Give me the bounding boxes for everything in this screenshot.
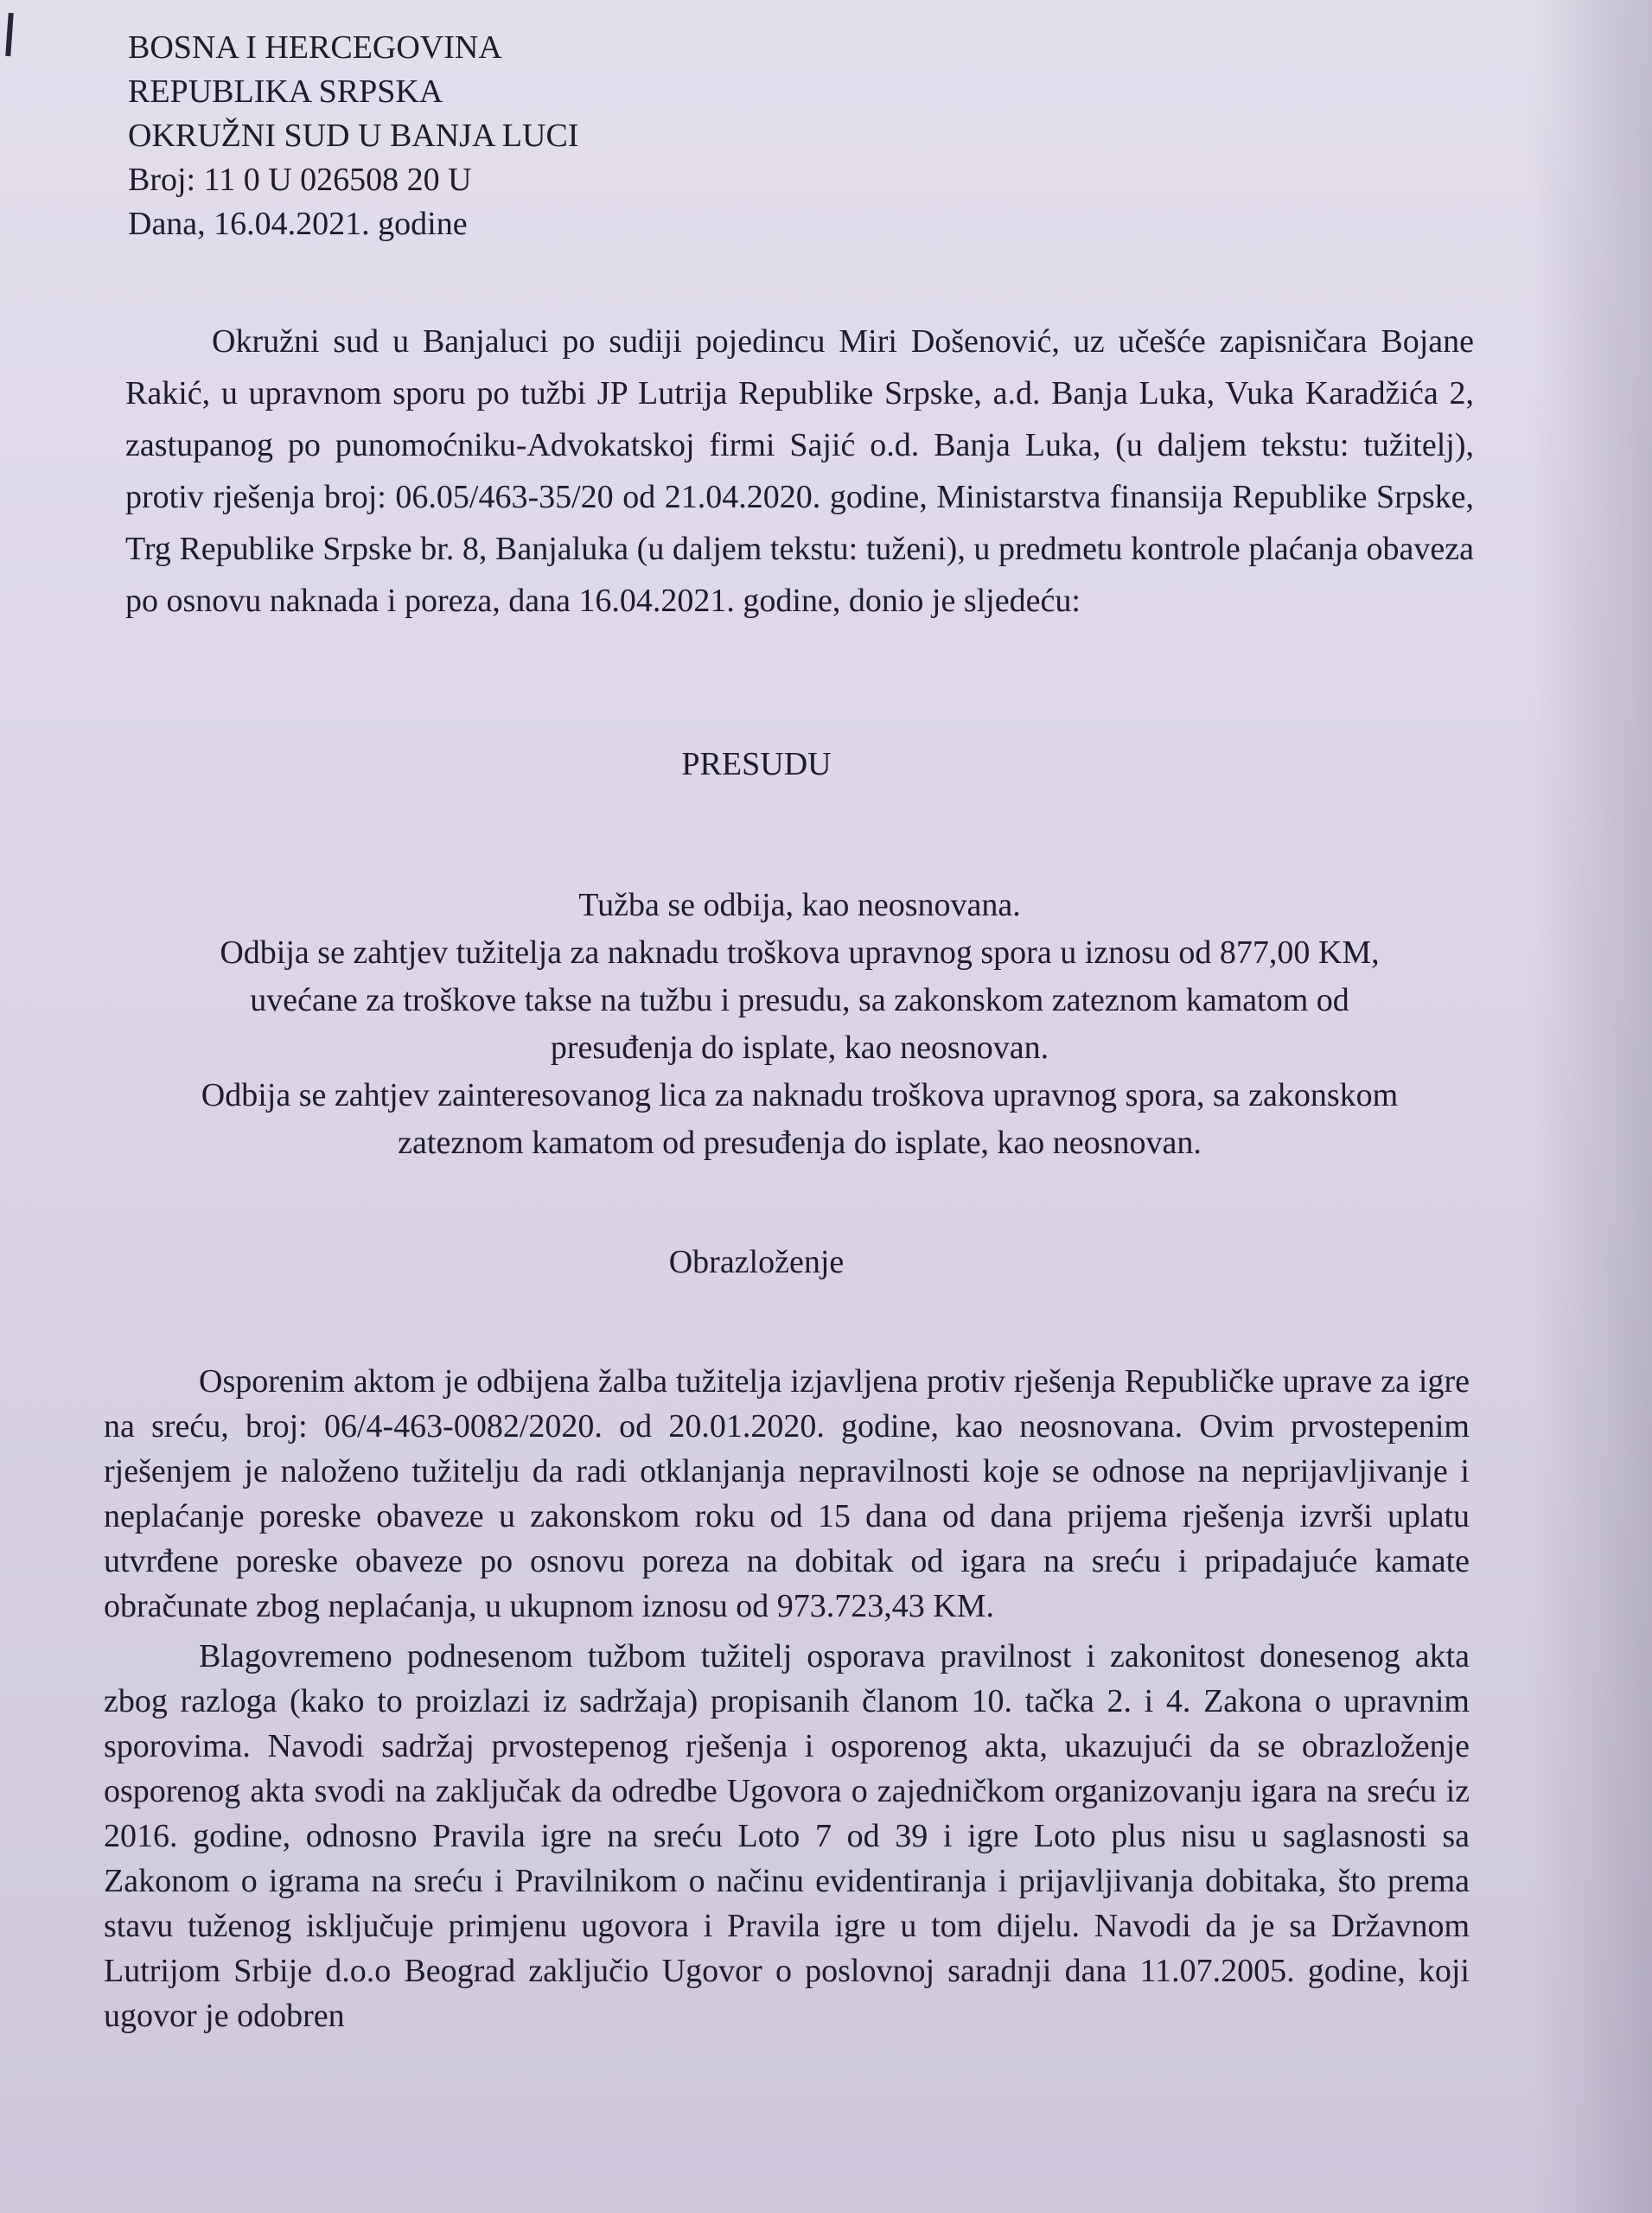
verdict-line: uvećane za troškove takse na tužbu i presudu, sa zakonskom zateznom kamatom od [250,982,1349,1018]
reasoning-paragraph: Blagovremeno podnesenom tužbom tužitelj osporava pravilnost i zakonitost donesenog akta zbog razloga (kako to proizlazi iz sadržaja) propisanih članom 10. tačka 2. i 4. Zakona o upravnim sporovima. Navodi sadržaj prvostepenog rješenja i osporenog akta, ukazujući da se obrazloženje osporenog akta svodi na zaključak da odredbe Ugovora o zajedničkom organizovanju igara na sreću iz 2016. godine, odnosno Pravila igre na sreću Loto 7 od 39 i igre Loto plus nisu u saglasnosti sa Zakonom o igrama na sreću i Pravilnikom o načinu evidentiranja i prijavljivanja dobitaka, što prema stavu tuženog isključuje primjenu ugovora i Pravila igre u tom dijelu. Navodi da je sa Državnom Lutrijom Srbije d.o.o Beograd zaključio Ugovor o poslovnoj saradnji dana 11.07.2005. godine, koji ugovor je odobren [104,1638,1470,2034]
header-date: Dana, 16.04.2021. godine [128,206,468,242]
verdict-line: Odbija se zahtjev tužitelja za naknadu troškova upravnog spora u iznosu od 877,00 KM, [220,934,1380,971]
reasoning-title: Obrazloženje [668,1244,845,1280]
verdict-line: zateznom kamatom od presuđenja do isplate, kao neosnovan. [398,1125,1202,1161]
header-country: BOSNA I HERCEGOVINA [128,29,502,66]
reasoning-section [104,1359,1470,2044]
verdict-block [130,882,1470,1167]
verdict-line: Odbija se zahtjev zainteresovanog lica za naknadu troškova upravnog spora, sa zakonskom [201,1077,1399,1113]
intro-paragraph: Okružni sud u Banjaluci po sudiji pojedincu Miri Došenović, uz učešće zapisničara Bojane Rakić, u upravnom sporu po tužbi JP Lutrija Republike Srpske, a.d. Banja Luka, Vuka Karadžića 2, zastupanog po punomoćniku-Advokatskoj firmi Sajić o.d. Banja Luka, (u daljem tekstu: tužitelj), protiv rješenja broj: 06.05/463-35/20 od 21.04.2020. godine, Ministarstva finansija Republike Srpske, Trg Republike Srpske br. 8, Banjaluka (u daljem tekstu: tuženi), u predmetu kontrole plaćanja obaveza po osnovu naknada i poreza, dana 16.04.2021. godine, donio je sljedeću: [125,323,1474,619]
verdict-line: presuđenja do isplate, kao neosnovan. [550,1030,1049,1066]
header-entity: REPUBLIKA SRPSKA [128,73,443,110]
court-header [128,26,906,246]
page-shadow [1531,0,1652,2213]
reasoning-paragraph: Osporenim aktom je odbijena žalba tužitelja izjavljena protiv rješenja Republičke uprave za igre na sreću, broj: 06/4-463-0082/2020. od 20.01.2020. godine, kao neosnovana. Ovim prvostepenim rješenjem je naloženo tužitelju da radi otklanjanja nepravilnosti koje se odnose na neprijavljivanje i neplaćanje poreske obaveze u zakonskom roku od 15 dana od dana prijema rješenja izvrši uplatu utvrđene poreske obaveze po osnovu poreza na dobitak od igara na sreću i pripadajuće kamate obračunate zbog neplaćanja, u ukupnom iznosu od 973.723,43 KM. [104,1363,1470,1624]
pen-mark [5,13,13,56]
header-court: OKRUŽNI SUD U BANJA LUCI [128,118,579,154]
verdict-title: PRESUDU [681,746,832,782]
header-case-number: Broj: 11 0 U 026508 20 U [128,162,472,198]
verdict-line: Tužba se odbija, kao neosnovana. [578,887,1021,923]
